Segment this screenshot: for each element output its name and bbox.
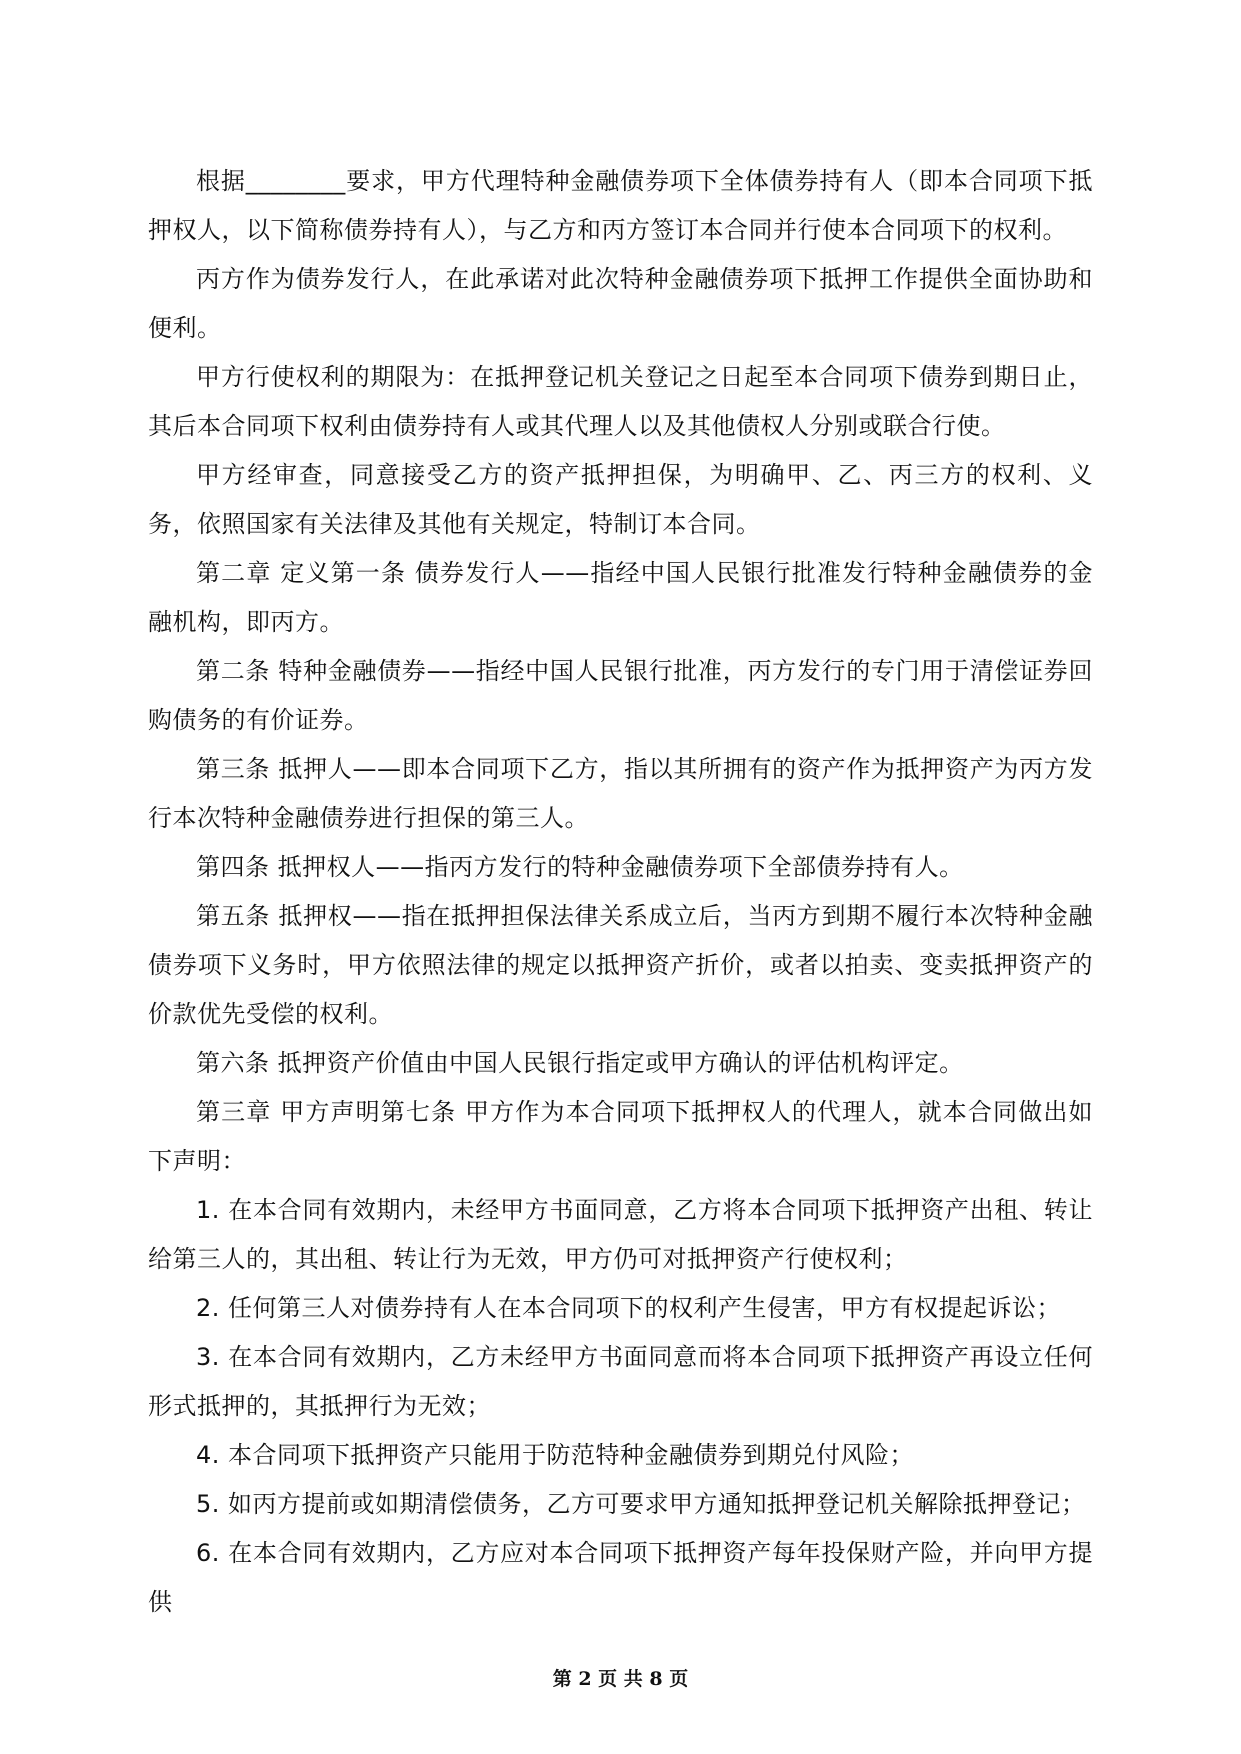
- page-footer: 第 2 页 共 8 页: [552, 1668, 689, 1690]
- paragraph: 丙方作为债券发行人，在此承诺对此次特种金融债券项下抵押工作提供全面协助和便利。: [148, 265, 1093, 342]
- paragraph: 第三条 抵押人——即本合同项下乙方，指以其所拥有的资产作为抵押资产为丙方发行本次特种金融债券进行担保的第三人。: [148, 755, 1093, 832]
- document-body: [148, 157, 1093, 1627]
- paragraph: 第四条 抵押权人——指丙方发行的特种金融债券项下全部债券持有人。: [196, 853, 964, 881]
- paragraph: 第六条 抵押资产价值由中国人民银行指定或甲方确认的评估机构评定。: [196, 1049, 964, 1077]
- list-item: 2. 任何第三人对债券持有人在本合同项下的权利产生侵害，甲方有权提起诉讼；: [196, 1294, 1062, 1322]
- paragraph: 第二章 定义第一条 债券发行人——指经中国人民银行批准发行特种金融债券的金融机构，即丙方。: [148, 559, 1093, 636]
- paragraph: 根据________要求，甲方代理特种金融债券项下全体债券持有人（即本合同项下抵押权人，以下简称债券持有人），与乙方和丙方签订本合同并行使本合同项下的权利。: [148, 167, 1093, 244]
- paragraph: 第二条 特种金融债券——指经中国人民银行批准，丙方发行的专门用于清偿证券回购债务的有价证券。: [148, 657, 1093, 734]
- paragraph: 第五条 抵押权——指在抵押担保法律关系成立后，当丙方到期不履行本次特种金融债券项下义务时，甲方依照法律的规定以抵押资产折价，或者以拍卖、变卖抵押资产的价款优先受偿的权利。: [148, 902, 1093, 1028]
- paragraph: 甲方经审查，同意接受乙方的资产抵押担保，为明确甲、乙、丙三方的权利、义务，依照国家有关法律及其他有关规定，特制订本合同。: [148, 461, 1093, 538]
- paragraph: 甲方行使权利的期限为：在抵押登记机关登记之日起至本合同项下债券到期日止，其后本合同项下权利由债券持有人或其代理人以及其他债权人分别或联合行使。: [148, 363, 1093, 440]
- paragraph: 第三章 甲方声明第七条 甲方作为本合同项下抵押权人的代理人，就本合同做出如下声明：: [148, 1098, 1093, 1175]
- list-item: 6. 在本合同有效期内，乙方应对本合同项下抵押资产每年投保财产险，并向甲方提供: [148, 1539, 1093, 1616]
- list-item: 1. 在本合同有效期内，未经甲方书面同意，乙方将本合同项下抵押资产出租、转让给第三人的，其出租、转让行为无效，甲方仍可对抵押资产行使权利；: [148, 1196, 1093, 1273]
- list-item: 4. 本合同项下抵押资产只能用于防范特种金融债券到期兑付风险；: [196, 1441, 915, 1469]
- list-item: 5. 如丙方提前或如期清偿债务，乙方可要求甲方通知抵押登记机关解除抵押登记；: [196, 1490, 1086, 1518]
- list-item: 3. 在本合同有效期内，乙方未经甲方书面同意而将本合同项下抵押资产再设立任何形式抵押的，其抵押行为无效；: [148, 1343, 1093, 1420]
